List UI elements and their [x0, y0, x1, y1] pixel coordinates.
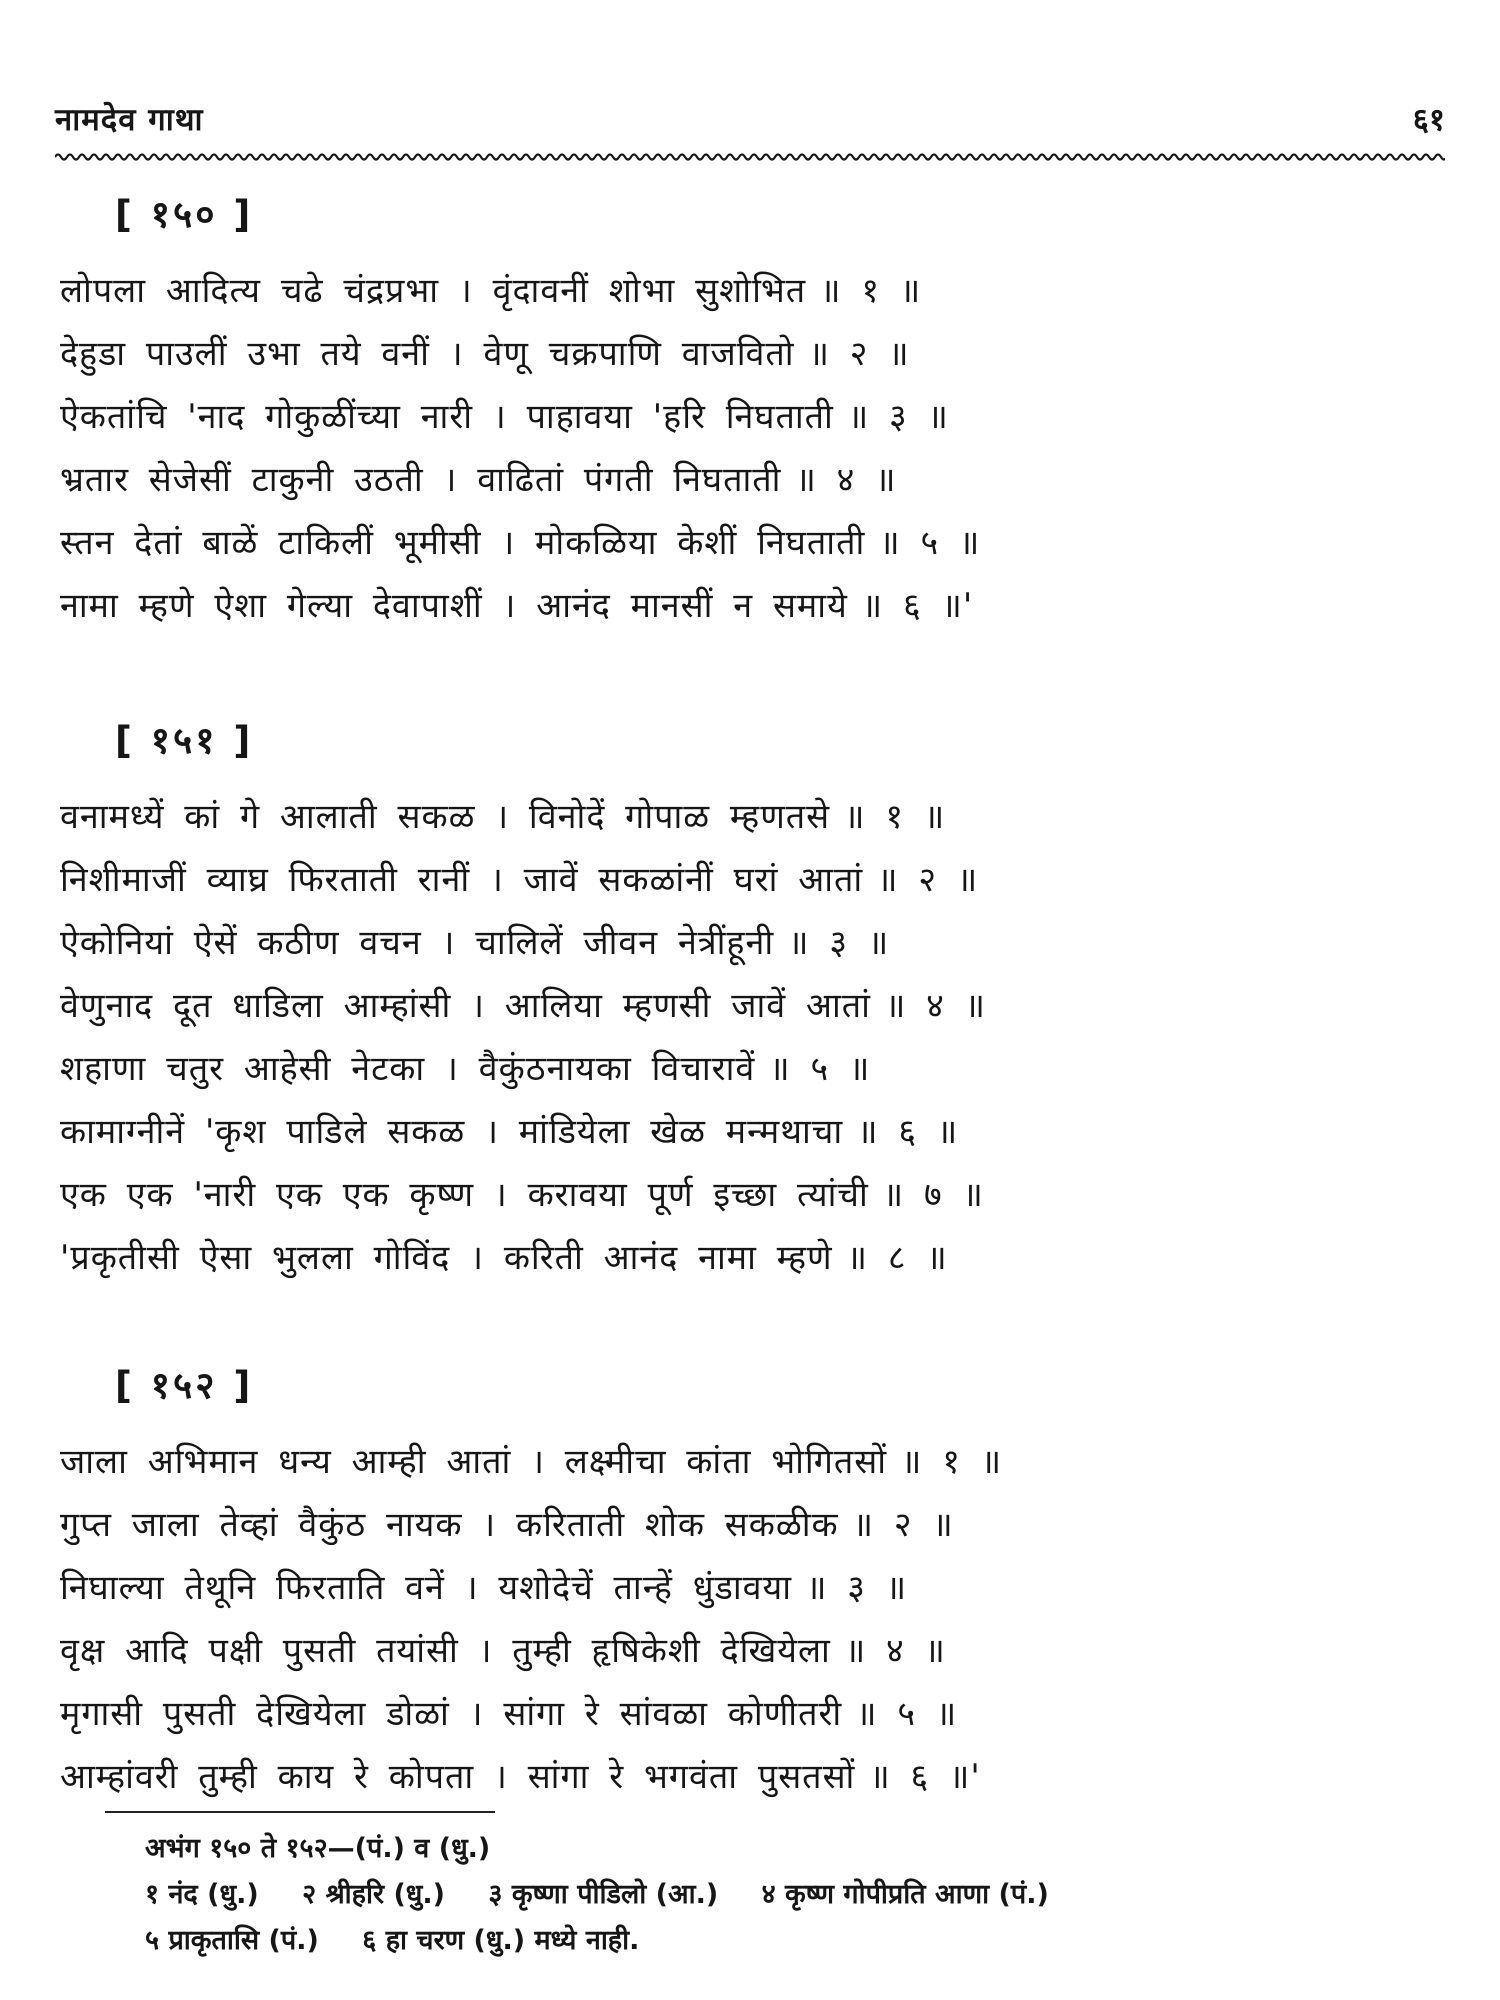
abhang-151 [60, 713, 1460, 1290]
footnote-source: अभंग १५० ते १५२—(पं.) व (धु.) [145, 1833, 491, 1864]
verse-line: नामा म्हणे ऐशा गेल्या देवापाशीं । आनंद मानसीं न समाये ॥ ६ ॥' [60, 586, 974, 626]
verse-line: ऐकतांचि 'नाद गोकुळींच्या नारी । पाहावया 'हरि निघताती ॥ ३ ॥ [60, 397, 949, 437]
verse-line: लोपला आदित्य चढे चंद्रप्रभा । वृंदावनीं शोभा सुशोभित ॥ १ ॥ [60, 271, 922, 311]
verse-line: ऐकोनियां ऐसें कठीण वचन । चालिलें जीवन नेत्रींहूनी ॥ ३ ॥ [60, 923, 890, 963]
abhang-150 [60, 187, 1460, 638]
verse-line: वृक्ष आदि पक्षी पुसती तयांसी । तुम्ही हृषिकेशी देखियेला ॥ ४ ॥ [60, 1631, 946, 1671]
abhang-number: [ १५२ ] [115, 1364, 254, 1407]
verse-line: शहाणा चतुर आहेसी नेटका । वैकुंठनायका विचारावें ॥ ५ ॥ [60, 1049, 871, 1089]
abhang-number: [ १५१ ] [115, 719, 254, 762]
footnote-item: ६ हा चरण (धु.) मध्ये नाही. [362, 1925, 640, 1956]
verse-line: गुप्त जाला तेव्हां वैकुंठ नायक । करिताती शोक सकळीक ॥ २ ॥ [60, 1505, 954, 1545]
page-header [55, 98, 1445, 148]
footnote-item: २ श्रीहरि (धु.) [302, 1879, 445, 1910]
abhang-152 [60, 1358, 1460, 1809]
running-title: नामदेव गाथा [55, 102, 204, 138]
verse-line: कामाग्नीनें 'कृश पाडिले सकळ । मांडियेला खेळ मन्मथाचा ॥ ६ ॥ [60, 1112, 959, 1152]
verse-line: एक एक 'नारी एक एक कृष्ण । करावया पूर्ण इच्छा त्यांची ॥ ७ ॥ [60, 1175, 984, 1215]
verse-list [60, 786, 1460, 1290]
verse-list [60, 1431, 1460, 1809]
page-number: ६१ [1412, 102, 1445, 138]
verse-line: देहुडा पाउलीं उभा तये वनीं । वेणू चक्रपाणि वाजवितो ॥ २ ॥ [60, 334, 910, 374]
footnote-item: ५ प्राकृतासि (पं.) [145, 1925, 319, 1956]
header-wavy-rule [55, 150, 1445, 164]
verse-line: वेणुनाद दूत धाडिला आम्हांसी । आलिया म्हणसी जावें आतां ॥ ४ ॥ [60, 986, 986, 1026]
verse-line: निशीमाजीं व्याघ्र फिरताती रानीं । जावें सकळांनीं घरां आतां ॥ २ ॥ [60, 860, 979, 900]
footnotes [145, 1826, 1475, 1964]
verse-line: 'प्रकृतीसी ऐसा भुलला गोविंद । करिती आनंद नामा म्हणे ॥ ८ ॥ [60, 1238, 948, 1278]
verse-line: मृगासी पुसती देखियेला डोळां । सांगा रे सांवळा कोणीतरी ॥ ५ ॥ [60, 1694, 958, 1734]
verse-line: आम्हांवरी तुम्ही काय रे कोपता । सांगा रे भगवंता पुसतसों ॥ ६ ॥' [60, 1757, 981, 1797]
verse-line: स्तन देतां बाळें टाकिलीं भूमीसी । मोकळिया केशीं निघताती ॥ ५ ॥ [60, 523, 981, 563]
abhang-number: [ १५० ] [115, 193, 254, 236]
verse-line: जाला अभिमान धन्य आम्ही आतां । लक्ष्मीचा कांता भोगितसों ॥ १ ॥ [60, 1442, 1003, 1482]
verse-line: निघाल्या तेथूनि फिरताति वनें । यशोदेचें तान्हें धुंडावया ॥ ३ ॥ [60, 1568, 908, 1608]
verse-line: वनामध्यें कां गे आलाती सकळ । विनोदें गोपाळ म्हणतसे ॥ १ ॥ [60, 797, 946, 837]
footnote-item: १ नंद (धु.) [145, 1879, 259, 1910]
footnote-rule [105, 1811, 495, 1813]
footnote-item: ४ कृष्ण गोपीप्रति आणा (पं.) [761, 1879, 1049, 1910]
verse-list [60, 260, 1460, 638]
footnote-line [145, 1918, 1475, 1964]
verse-line: भ्रतार सेजेसीं टाकुनी उठती । वाढितां पंगती निघताती ॥ ४ ॥ [60, 460, 897, 500]
footnote-item: ३ कृष्णा पीडिलो (आ.) [488, 1879, 719, 1910]
footnote-line [145, 1872, 1475, 1918]
